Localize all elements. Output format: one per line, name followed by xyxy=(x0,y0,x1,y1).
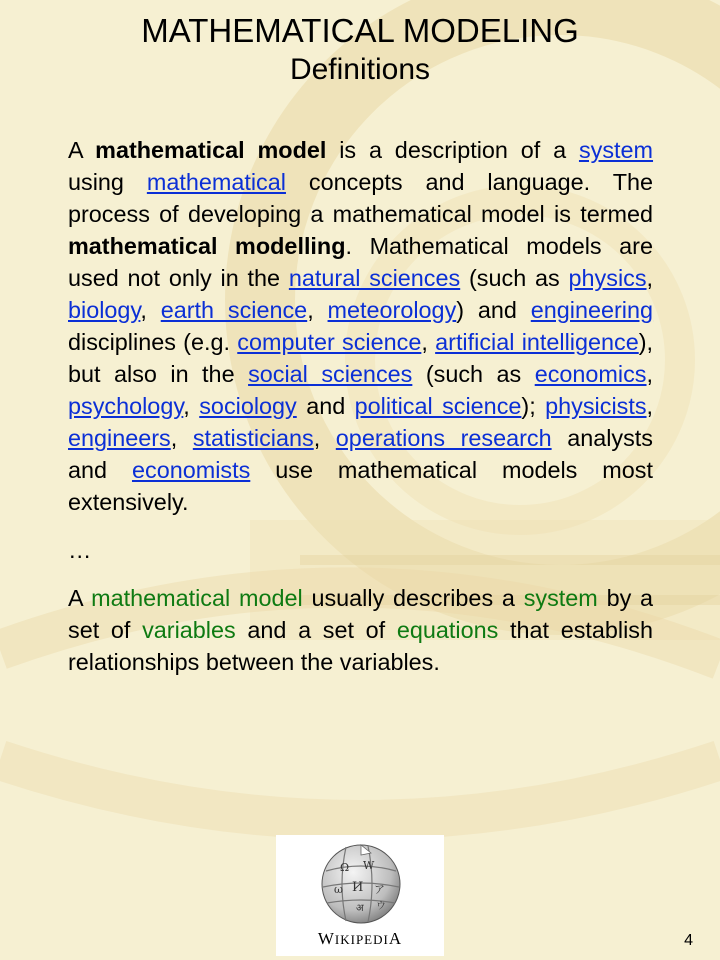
link-sociology[interactable]: sociology xyxy=(199,393,297,419)
link-meteorology[interactable]: meteorology xyxy=(327,297,457,323)
ellipsis: … xyxy=(68,537,92,563)
svg-text:ア: ア xyxy=(374,883,385,896)
svg-text:И: И xyxy=(352,880,364,895)
link-engineering[interactable]: engineering xyxy=(530,297,654,323)
slide-body xyxy=(68,134,653,678)
wikipedia-wordmark: WIKIPEDIA xyxy=(317,929,403,948)
link-operations-research[interactable]: operations research xyxy=(335,425,552,451)
svg-text:अ: अ xyxy=(356,903,364,914)
link-economists[interactable]: economists xyxy=(131,457,251,483)
link-engineers[interactable]: engineers xyxy=(68,425,171,451)
svg-text:ω: ω xyxy=(334,883,343,896)
link-natural-sciences[interactable]: natural sciences xyxy=(288,265,461,291)
svg-text:W: W xyxy=(363,859,375,872)
slide-subtitle: Definitions xyxy=(289,53,431,86)
bold-term: mathematical model xyxy=(95,137,327,163)
link-social-sciences[interactable]: social sciences xyxy=(248,361,413,387)
summary-paragraph: A mathematical model usually describes a system by a set of variables and a set of equations that establish relationships between the variables. xyxy=(68,585,654,675)
link-mathematical[interactable]: mathematical xyxy=(146,169,286,195)
link-political-science[interactable]: political science xyxy=(354,393,522,419)
term-system: system xyxy=(523,585,598,611)
svg-text:ウ: ウ xyxy=(376,901,386,912)
link-system[interactable]: system xyxy=(578,137,654,163)
link-computer-science[interactable]: computer science xyxy=(237,329,422,355)
link-statisticians[interactable]: statisticians xyxy=(192,425,314,451)
wikipedia-globe-icon xyxy=(316,841,406,927)
wikipedia-logo xyxy=(276,835,444,956)
slide-title-block xyxy=(0,12,720,88)
link-physicists[interactable]: physicists xyxy=(545,393,647,419)
definition-paragraph: A mathematical model is a description of a system using mathematical concepts and language. The process of developing a mathematical model is termed mathematical modelling. Mathematical models are used not only in the natural sciences (such as physics, biology, earth science, meteorology) and engineering disciplines (e.g. computer science, artificial intelligence), but also in the social sciences (such as economics, psychology, sociology and political science); physicists, engineers, statisticians, operations research analysts and economists use mathematical models most extensively. xyxy=(68,137,654,515)
link-artificial-intelligence[interactable]: artificial intelligence xyxy=(435,329,639,355)
term-mathematical-model: mathematical model xyxy=(91,585,303,611)
term-variables: variables xyxy=(142,617,236,643)
link-earth-science[interactable]: earth science xyxy=(160,297,308,323)
link-psychology[interactable]: psychology xyxy=(68,393,184,419)
link-physics[interactable]: physics xyxy=(568,265,647,291)
link-economics[interactable]: economics xyxy=(534,361,647,387)
slide-title: MATHEMATICAL MODELING xyxy=(141,12,579,49)
svg-text:Ω: Ω xyxy=(340,861,350,874)
term-equations: equations xyxy=(396,617,499,643)
bold-term: mathematical modelling xyxy=(68,233,346,259)
page-number: 4 xyxy=(684,932,693,949)
link-biology[interactable]: biology xyxy=(68,297,141,323)
